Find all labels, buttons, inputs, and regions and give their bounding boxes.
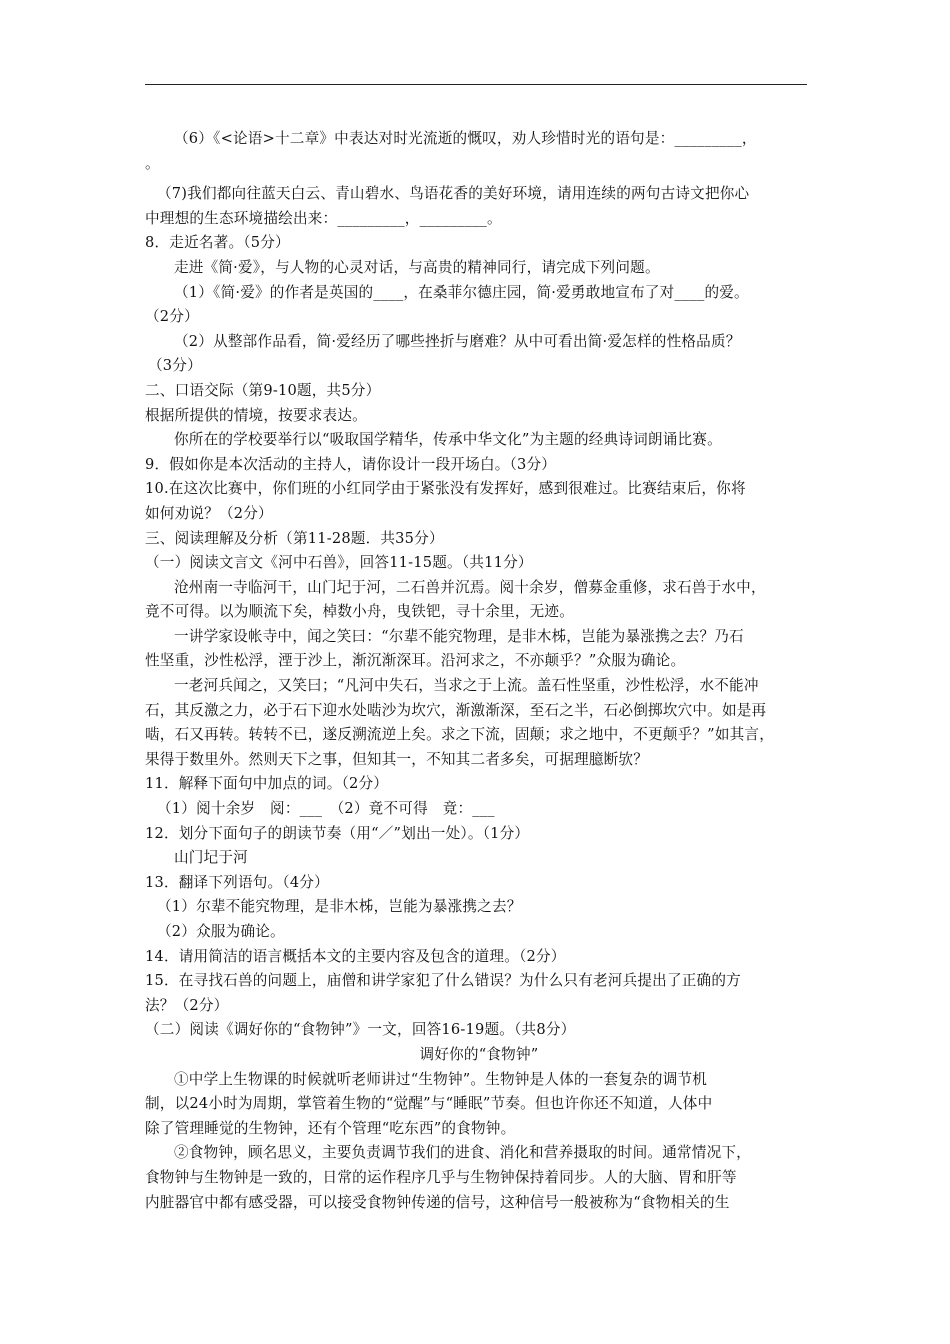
text-line: 果得于数里外。然则天下之事，但知其一，不知其二者多矣，可据理臆断欤？ xyxy=(145,750,648,768)
text-line: 你所在的学校要举行以“吸取国学精华，传承中华文化”为主题的经典诗词朗诵比赛。 xyxy=(174,431,722,449)
text-line: （3分） xyxy=(148,357,202,375)
text-line: 沧州南一寺临河干，山门圮于河，二石兽并沉焉。阅十余岁，僧募金重修，求石兽于水中， xyxy=(174,578,766,596)
text-line: 15．在寻找石兽的问题上，庙僧和讲学家犯了什么错误？为什么只有老河兵提出了正确的方 xyxy=(145,972,741,990)
text-line: （1）尔辈不能究物理，是非木柹，岂能为暴涨携之去？ xyxy=(157,898,522,916)
text-line: 性坚重，沙性松浮，湮于沙上，渐沉渐深耳。沿河求之，不亦颠乎？”众服为确论。 xyxy=(145,652,686,670)
text-line: 14．请用简洁的语言概括本文的主要内容及包含的道理。（2分） xyxy=(145,947,566,965)
text-line: 12．划分下面句子的朗读节奏（用“／”划出一处）。（1分） xyxy=(145,824,530,842)
text-line: 啮，石又再转。转转不已，遂反溯流逆上矣。求之下流，固颠；求之地中，不更颠乎？”如其言， xyxy=(145,726,775,744)
text-line: （2）众服为确论。 xyxy=(157,923,285,940)
text-line: 。 xyxy=(145,154,160,172)
text-line: （6）《<论语>十二章》中表达对时光流逝的慨叹，劝人珍惜时光的语句是：_________， xyxy=(174,130,757,147)
text-line: 三、阅读理解及分析（第11-28题．共35分） xyxy=(145,529,444,547)
text-line: 山门圮于河 xyxy=(174,849,248,867)
text-line: ②食物钟，顾名思义，主要负责调节我们的进食、消化和营养摄取的时间。通常情况下， xyxy=(174,1144,751,1162)
text-line: 中理想的生态环境描绘出来：_________，_________。 xyxy=(145,209,502,227)
text-line: 石，其反激之力，必于石下迎水处啮沙为坎穴，渐激渐深，至石之半，石必倒掷坎穴中。如是再 xyxy=(145,701,767,719)
text-line: 除了管理睡觉的生物钟，还有个管理“吃东西”的食物钟。 xyxy=(145,1119,516,1137)
text-line: 10.在这次比赛中，你们班的小红同学由于紧张没有发挥好，感到很难过。比赛结束后，你将 xyxy=(145,480,746,498)
text-line: 11．解释下面句中加点的词。（2分） xyxy=(145,775,389,793)
text-line: 如何劝说？（2分） xyxy=(145,504,273,522)
text-line: 食物钟与生物钟是一致的，日常的运作程序几乎与生物钟保持着同步。人的大脑、胃和肝等 xyxy=(145,1168,737,1186)
document-body xyxy=(145,127,813,1215)
text-line: 法？（2分） xyxy=(145,996,229,1014)
text-line: （1）《简·爱》的作者是英国的____，在桑菲尔德庄园，简·爱勇敢地宣布了对____的爱。 xyxy=(174,283,749,301)
text-line: （7)我们都向往蓝天白云、青山碧水、鸟语花香的美好环境，请用连续的两句古诗文把你心 xyxy=(157,185,750,203)
text-line: 一讲学家设帐寺中，闻之笑曰：“尔辈不能究物理，是非木柹，岂能为暴涨携之去？乃石 xyxy=(174,627,744,645)
text-line: （1）阅十余岁 阅：___ （2）竟不可得 竟：___ xyxy=(157,800,495,818)
text-line: 根据所提供的情境，按要求表达。 xyxy=(145,406,367,424)
text-line: （2分） xyxy=(145,308,199,326)
text-line: 一老河兵闻之，又笑曰；“凡河中失石，当求之于上流。盖石性坚重，沙性松浮，水不能冲 xyxy=(174,677,759,695)
text-line: 二、口语交际（第9-10题，共5分） xyxy=(145,381,381,399)
text-line: （二）阅读《调好你的“食物钟”》一文，回答16-19题。（共8分） xyxy=(145,1021,576,1039)
text-line: 13．翻译下列语句。（4分） xyxy=(145,873,329,891)
text-line: 调好你的“食物钟” xyxy=(419,1045,539,1063)
text-line: 制，以24小时为周期，掌管着生物的“觉醒”与“睡眠”节奏。但也许你还不知道，人体中 xyxy=(145,1095,713,1113)
text-line: ①中学上生物课的时候就听老师讲过“生物钟”。生物钟是人体的一套复杂的调节机 xyxy=(174,1070,708,1088)
text-line: （2）从整部作品看，简·爱经历了哪些挫折与磨难？从中可看出简·爱怎样的性格品质？ xyxy=(174,332,741,350)
text-line: 8．走近名著。（5分） xyxy=(145,234,290,252)
text-line: 走进《简·爱》，与人物的心灵对话，与高贵的精神同行，请完成下列问题。 xyxy=(174,258,660,276)
text-line: 内脏器官中都有感受器，可以接受食物钟传递的信号，这种信号一般被称为“食物相关的生 xyxy=(145,1193,730,1211)
header-rule xyxy=(145,84,807,85)
text-line: （一）阅读文言文《河中石兽》，回答11-15题。（共11分） xyxy=(145,554,533,572)
text-line: 竟不可得。以为顺流下矣，棹数小舟，曳铁钯，寻十余里，无迹。 xyxy=(145,603,575,621)
text-line: 9．假如你是本次活动的主持人，请你设计一段开场白。（3分） xyxy=(145,455,557,473)
